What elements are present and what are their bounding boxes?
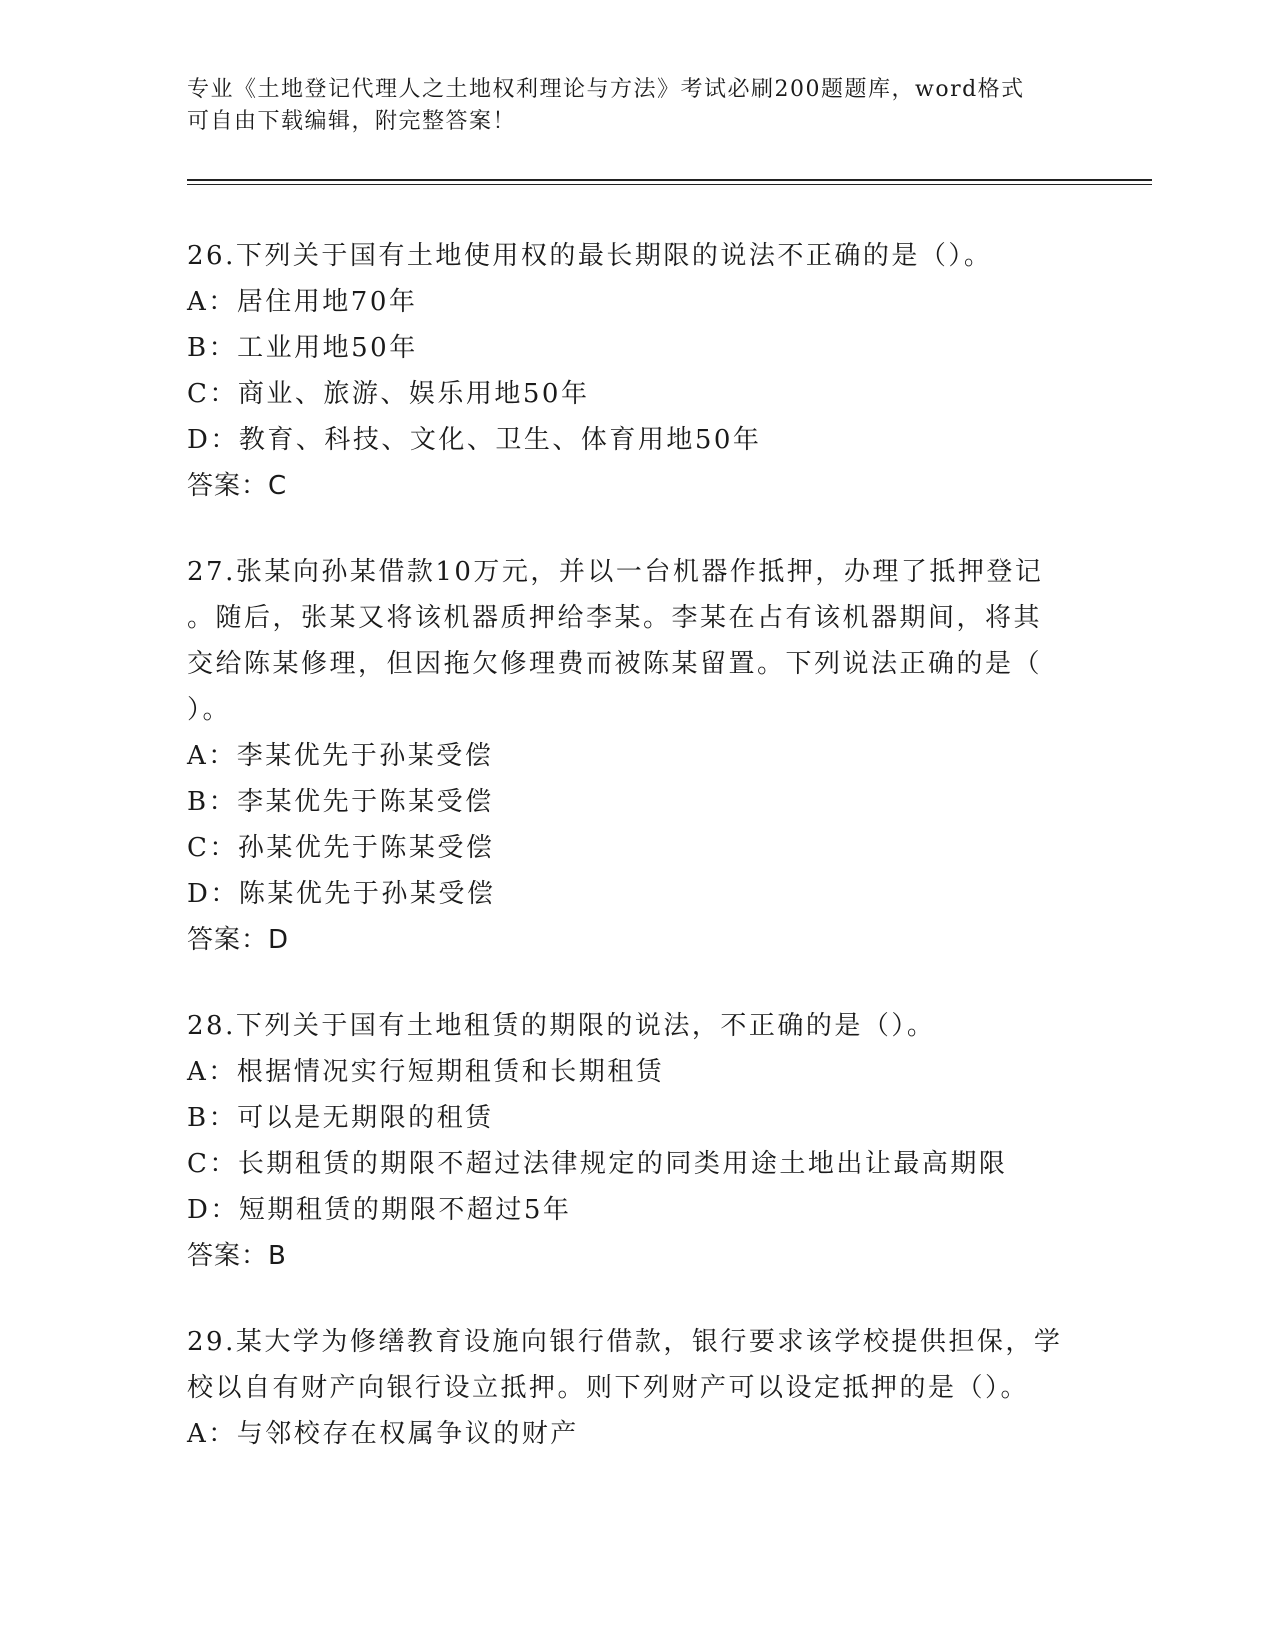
question-29 [187,1319,1087,1457]
question-28 [187,1003,1087,1279]
question-stem [187,1319,1087,1411]
header-divider-thick [187,179,1152,181]
stem-line: 交给陈某修理，但因拖欠修理费而被陈某留置。下列说法正确的是（ [187,649,1043,679]
option-c: C：商业、旅游、娱乐用地50年 [187,379,590,409]
header-line: 可自由下载编辑，附完整答案！ [187,109,517,134]
question-26 [187,233,1087,509]
stem-line: ）。 [187,695,232,725]
option-a: A：居住用地70年 [187,287,418,317]
stem-line: 28.下列关于国有土地租赁的期限的说法，不正确的是（）。 [187,1011,936,1041]
answer: 答案：B [187,1241,287,1271]
page-header [187,74,1077,138]
header-line: 专业《土地登记代理人之土地权利理论与方法》考试必刷200题题库，word格式 [187,77,1025,102]
question-stem [187,549,1087,733]
option-c: C：长期租赁的期限不超过法律规定的同类用途土地出让最高期限 [187,1149,1008,1179]
answer: 答案：D [187,925,290,955]
header-divider-thin [187,184,1152,185]
option-b: B：可以是无期限的租赁 [187,1103,494,1133]
question-27 [187,549,1087,963]
stem-line: 27.张某向孙某借款10万元，并以一台机器作抵押，办理了抵押登记 [187,557,1044,587]
stem-line: 校以自有财产向银行设立抵押。则下列财产可以设定抵押的是（）。 [187,1373,1030,1403]
question-list [187,233,1087,1497]
stem-line: 。随后，张某又将该机器质押给李某。李某在占有该机器期间，将其 [187,603,1043,633]
question-stem [187,233,1087,279]
option-d: D：教育、科技、文化、卫生、体育用地50年 [187,425,762,455]
question-stem [187,1003,1087,1049]
option-c: C：孙某优先于陈某受偿 [187,833,495,863]
option-b: B：工业用地50年 [187,333,418,363]
stem-line: 29.某大学为修缮教育设施向银行借款，银行要求该学校提供担保，学 [187,1327,1063,1357]
stem-line: 26.下列关于国有土地使用权的最长期限的说法不正确的是（）。 [187,241,993,271]
option-b: B：李某优先于陈某受偿 [187,787,494,817]
option-a: A：李某优先于孙某受偿 [187,741,494,771]
option-d: D：陈某优先于孙某受偿 [187,879,496,909]
answer: 答案：C [187,471,288,501]
option-a: A：根据情况实行短期租赁和长期租赁 [187,1057,665,1087]
option-d: D：短期租赁的期限不超过5年 [187,1195,572,1225]
option-a: A：与邻校存在权属争议的财产 [187,1419,579,1449]
